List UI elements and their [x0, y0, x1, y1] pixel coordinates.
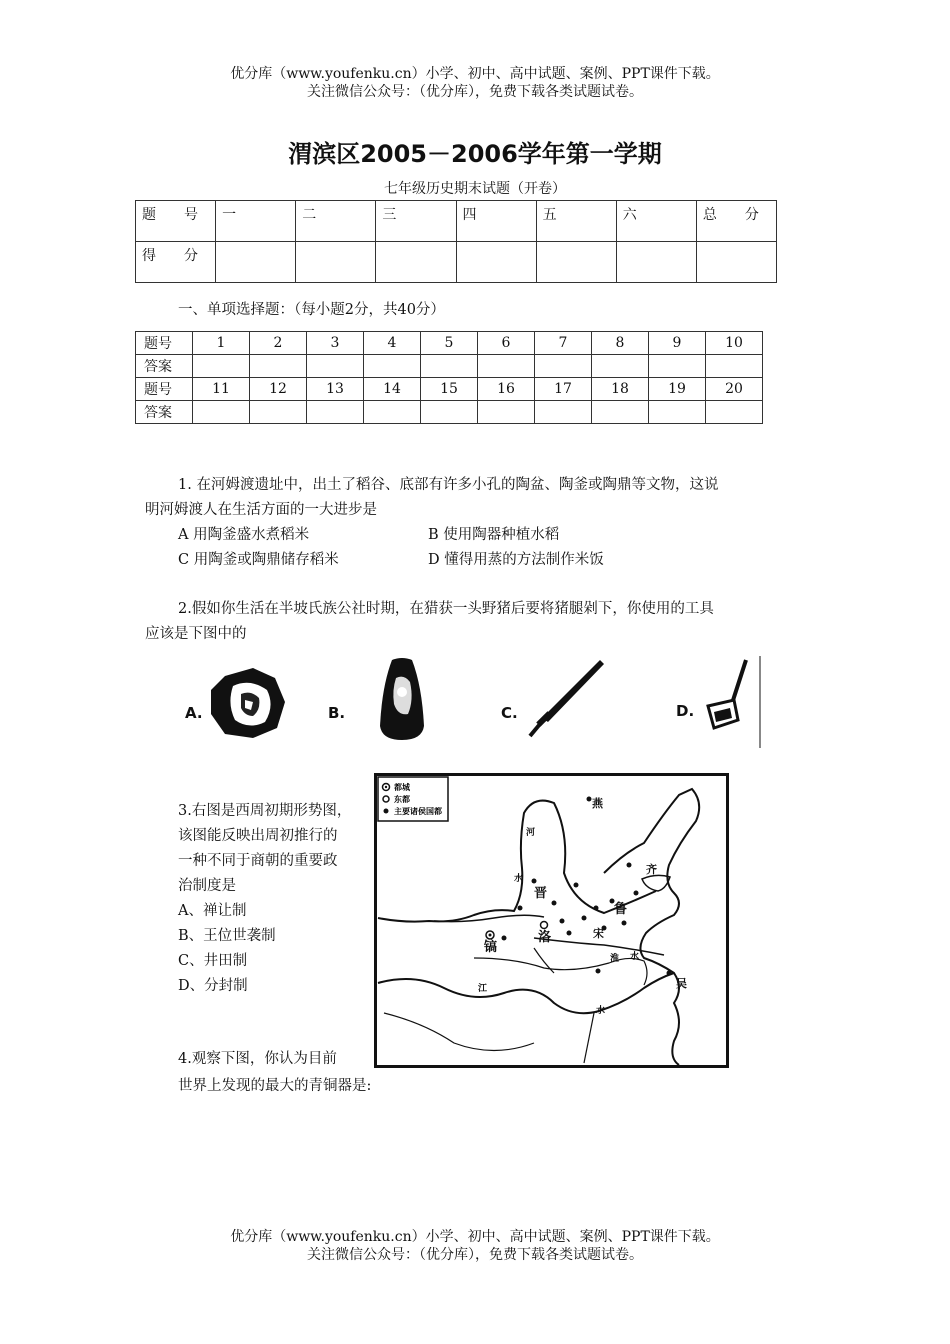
question-number: 7 — [535, 332, 592, 355]
answer-cell[interactable] — [706, 355, 763, 378]
question-number: 10 — [706, 332, 763, 355]
question-number: 12 — [250, 378, 307, 401]
place-song: 宋 — [593, 927, 604, 940]
q1-option-d: D 懂得用蒸的方法制作米饭 — [428, 552, 604, 568]
row-label: 答案 — [136, 401, 193, 424]
question-number: 4 — [364, 332, 421, 355]
q3-stem-line-4: 治制度是 — [178, 878, 236, 894]
score-header-cell: 题 号 — [136, 201, 216, 242]
score-header-cell: 五 — [536, 201, 616, 242]
stone-tool-a-image — [205, 664, 287, 740]
question-number: 15 — [421, 378, 478, 401]
river-jiang: 江 — [478, 984, 488, 994]
answer-cell[interactable] — [250, 355, 307, 378]
score-input-cell[interactable] — [616, 242, 696, 283]
q2-stem-line-2: 应该是下图中的 — [145, 626, 247, 642]
legend-capital: 都城 — [394, 783, 410, 792]
place-jin: 晋 — [534, 886, 548, 901]
score-table — [135, 200, 777, 283]
question-number: 14 — [364, 378, 421, 401]
map-legend — [378, 777, 448, 821]
answer-number-row — [136, 332, 763, 355]
score-header-cell: 六 — [616, 201, 696, 242]
iron-axe-d-image — [700, 654, 766, 750]
q3-option-a: A、禅让制 — [178, 903, 247, 919]
q3-option-b: B、王位世袭制 — [178, 928, 276, 944]
question-number: 19 — [649, 378, 706, 401]
question-number: 16 — [478, 378, 535, 401]
score-header-cell: 二 — [296, 201, 376, 242]
q1-stem-line-1: 1. 在河姆渡遗址中，出土了稻谷、底部有许多小孔的陶盆、陶釜或陶鼎等文物，这说 — [178, 477, 719, 493]
q1-option-b: B 使用陶器种植水稻 — [428, 527, 560, 543]
score-header-row — [136, 201, 777, 242]
answer-table — [135, 331, 763, 424]
bronze-sword-c-image — [526, 656, 606, 740]
answer-cell[interactable] — [364, 355, 421, 378]
q3-option-c: C、井田制 — [178, 953, 248, 969]
score-row-label: 得 分 — [136, 242, 216, 283]
q1-option-c: C 用陶釜或陶鼎储存稻米 — [178, 552, 339, 568]
answer-cell[interactable] — [250, 401, 307, 424]
river-shui-2: 水 — [630, 952, 640, 962]
score-value-row — [136, 242, 777, 283]
question-number: 13 — [307, 378, 364, 401]
answer-cell[interactable] — [307, 401, 364, 424]
answer-row — [136, 401, 763, 424]
score-header-cell: 四 — [456, 201, 536, 242]
western-zhou-map — [374, 773, 729, 1068]
place-luo: 洛 — [538, 930, 552, 945]
page-subtitle: 七年级历史期末试题（开卷） — [384, 181, 566, 197]
q3-stem-line-3: 一种不同于商朝的重要政 — [178, 853, 338, 869]
answer-cell[interactable] — [535, 355, 592, 378]
answer-cell[interactable] — [193, 401, 250, 424]
answer-cell[interactable] — [592, 355, 649, 378]
header-line-1: 优分库（www.youfenku.cn）小学、初中、高中试题、案例、PPT课件下载。 — [230, 66, 720, 82]
q2-stem-line-1: 2.假如你生活在半坡氏族公社时期，在猎获一头野猪后要将猪腿剁下，你使用的工具 — [178, 601, 714, 617]
score-input-cell[interactable] — [376, 242, 456, 283]
footer-line-1: 优分库（www.youfenku.cn）小学、初中、高中试题、案例、PPT课件下载。 — [230, 1229, 720, 1245]
q3-stem-line-1: 3.右图是西周初期形势图， — [178, 803, 352, 819]
score-input-cell[interactable] — [456, 242, 536, 283]
answer-row — [136, 355, 763, 378]
question-number: 11 — [193, 378, 250, 401]
question-number: 5 — [421, 332, 478, 355]
answer-cell[interactable] — [649, 355, 706, 378]
place-yan: 燕 — [592, 797, 603, 810]
score-input-cell[interactable] — [536, 242, 616, 283]
row-label: 题号 — [136, 332, 193, 355]
river-huai: 淮 — [610, 954, 620, 964]
river-shui-1: 水 — [514, 874, 524, 884]
place-wu: 吴 — [676, 977, 687, 990]
score-header-cell: 三 — [376, 201, 456, 242]
question-number: 3 — [307, 332, 364, 355]
answer-cell[interactable] — [478, 401, 535, 424]
question-number: 1 — [193, 332, 250, 355]
question-number: 9 — [649, 332, 706, 355]
question-number: 8 — [592, 332, 649, 355]
score-input-cell[interactable] — [216, 242, 296, 283]
legend-vassal-capital: 主要诸侯国都 — [394, 807, 442, 816]
q1-option-a: A 用陶釜盛水煮稻米 — [178, 527, 310, 543]
place-lu: 鲁 — [614, 902, 628, 917]
answer-cell[interactable] — [706, 401, 763, 424]
answer-cell[interactable] — [649, 401, 706, 424]
q4-stem-line-1: 4.观察下图，你认为目前 — [178, 1051, 337, 1067]
footer-line-2: 关注微信公众号：（优分库），免费下载各类试题试卷。 — [307, 1247, 643, 1263]
row-label: 答案 — [136, 355, 193, 378]
question-number: 18 — [592, 378, 649, 401]
q3-option-d: D、分封制 — [178, 978, 248, 994]
stone-tool-b-image — [376, 656, 428, 742]
score-input-cell[interactable] — [296, 242, 376, 283]
place-qi: 齐 — [646, 863, 657, 876]
answer-cell[interactable] — [193, 355, 250, 378]
q3-stem-line-2: 该图能反映出周初推行的 — [178, 828, 338, 844]
header-line-2: 关注微信公众号：（优分库），免费下载各类试题试卷。 — [307, 84, 643, 100]
question-number: 17 — [535, 378, 592, 401]
river-shui-3: 水 — [596, 1006, 606, 1016]
section-1-title: 一、单项选择题：（每小题2分，共40分） — [178, 302, 445, 318]
question-number: 2 — [250, 332, 307, 355]
answer-number-row — [136, 378, 763, 401]
q2-label-a: A. — [185, 704, 203, 722]
q2-label-b: B. — [328, 704, 346, 722]
q1-stem-line-2: 明河姆渡人在生活方面的一大进步是 — [145, 502, 377, 518]
legend-eastern-capital: 东都 — [394, 795, 410, 804]
answer-cell[interactable] — [421, 355, 478, 378]
question-number: 6 — [478, 332, 535, 355]
page-title: 渭滨区2005－2006学年第一学期 — [288, 140, 662, 168]
answer-cell[interactable] — [307, 355, 364, 378]
row-label: 题号 — [136, 378, 193, 401]
answer-cell[interactable] — [478, 355, 535, 378]
answer-cell[interactable] — [421, 401, 478, 424]
score-header-cell: 一 — [216, 201, 296, 242]
q2-label-c: C. — [501, 704, 518, 722]
answer-cell[interactable] — [592, 401, 649, 424]
score-input-cell[interactable] — [696, 242, 776, 283]
answer-cell[interactable] — [535, 401, 592, 424]
question-number: 20 — [706, 378, 763, 401]
score-header-cell: 总 分 — [696, 201, 776, 242]
place-hao: 镐 — [484, 940, 498, 955]
q2-label-d: D. — [676, 702, 695, 720]
answer-cell[interactable] — [364, 401, 421, 424]
river-he: 河 — [526, 828, 536, 838]
q4-stem-line-2: 世界上发现的最大的青铜器是: — [178, 1078, 372, 1094]
